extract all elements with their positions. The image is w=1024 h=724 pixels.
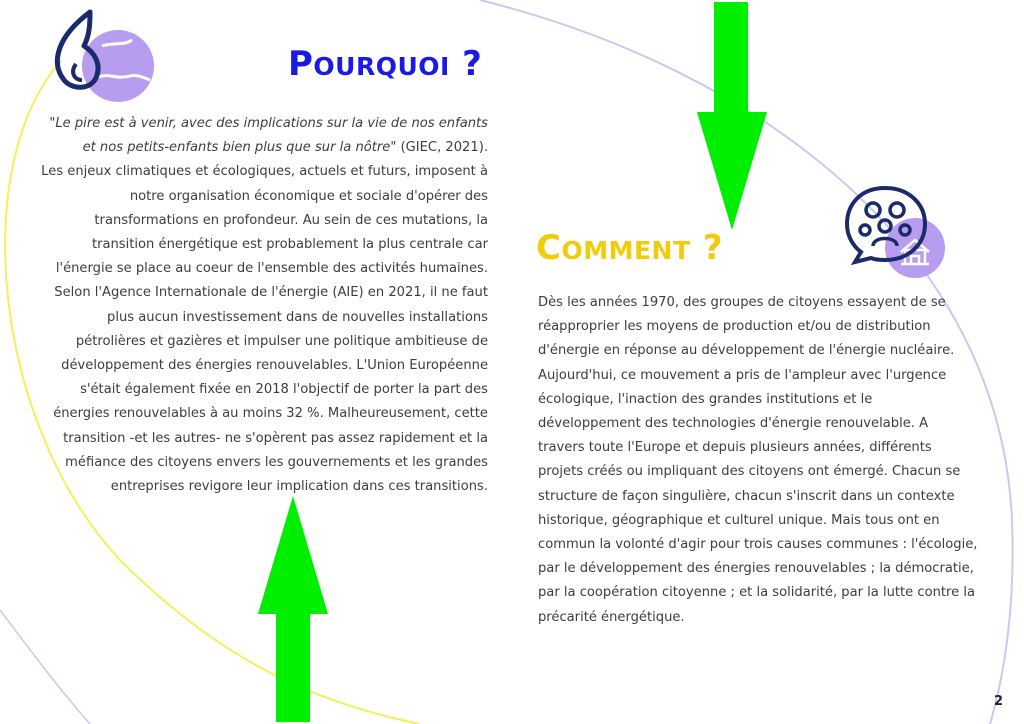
giec-quote: Le pire est à venir, avec des implications sur la vie de nos enfants et nos petits-enfants bien plus que sur la nôtre [55,116,488,156]
heading-comment-rest: OMMENT [561,236,691,265]
quote-open: " [49,116,56,131]
pourquoi-body: Les enjeux climatiques et écologiques, actuels et futurs, imposent à notre organisation économique et sociale d'opérer des transformations en profondeur. Au sein de ces mutations, la transition énergétique est probablement la plus centrale car l'énergie se place au coeur de l'ensemble des activités humaines. Selon l'Agence Internationale de l'énergie (AIE) en 2021, il ne faut plus aucun investissement dans de nouvelles installations pétrolières et gazières et impulser une politique ambitieuse de développement des énergies renouvelables. L'Union Européenne s'était également fixée en 2018 l'objectif de porter la part des énergies renouvelables à au moins 32 %. Malheureusement, cette transition -et les autres- ne s'opèrent pas assez rapidement et la méfiance des citoyens envers les gouvernements et les grandes entreprises revigore leur implication dans ces transitions. [41,164,488,495]
heading-comment-mark: ? [690,228,724,268]
pourquoi-paragraph [40,112,488,499]
green-arrow-down-icon [697,2,767,230]
heading-pourquoi [288,44,482,87]
flame-globe-icon [50,6,156,106]
green-arrow-up-icon [258,496,328,722]
heading-pourquoi-first: P [288,44,314,84]
heading-pourquoi-mark: ? [449,44,483,84]
heading-comment-first: C [536,228,562,268]
community-speech-icon [843,180,949,280]
comment-paragraph: Dès les années 1970, des groupes de citoyens essayent de se réapproprier les moyens de production et/ou de distribution d'énergie en réponse au développement de l'énergie nucléaire. Aujourd'hui, ce mouvement a pris de l'ampleur avec l'urgence écologique, l'inaction des grandes institutions et le développement des technologies d'énergie renouvelable. A travers toute l'Europe et depuis plusieurs années, différents projets créés ou impliquant des citoyens ont émergé. Chacun se structure de façon singulière, chacun s'inscrit dans un contexte historique, géographique et culturel unique. Mais tous ont en commun la volonté d'agir pour trois causes communes : l'écologie, par le développement des énergies renouvelables ; la démocratie, par la coopération citoyenne ; et la solidarité, par la lutte contre la précarité énergétique. [538,295,978,625]
lavender-curve-left [0,610,90,724]
heading-comment [536,228,723,271]
heading-pourquoi-rest: OURQUOI [313,52,450,81]
quote-close: " (GIEC, 2021). [390,140,488,156]
page-number: 2 [994,694,1004,709]
